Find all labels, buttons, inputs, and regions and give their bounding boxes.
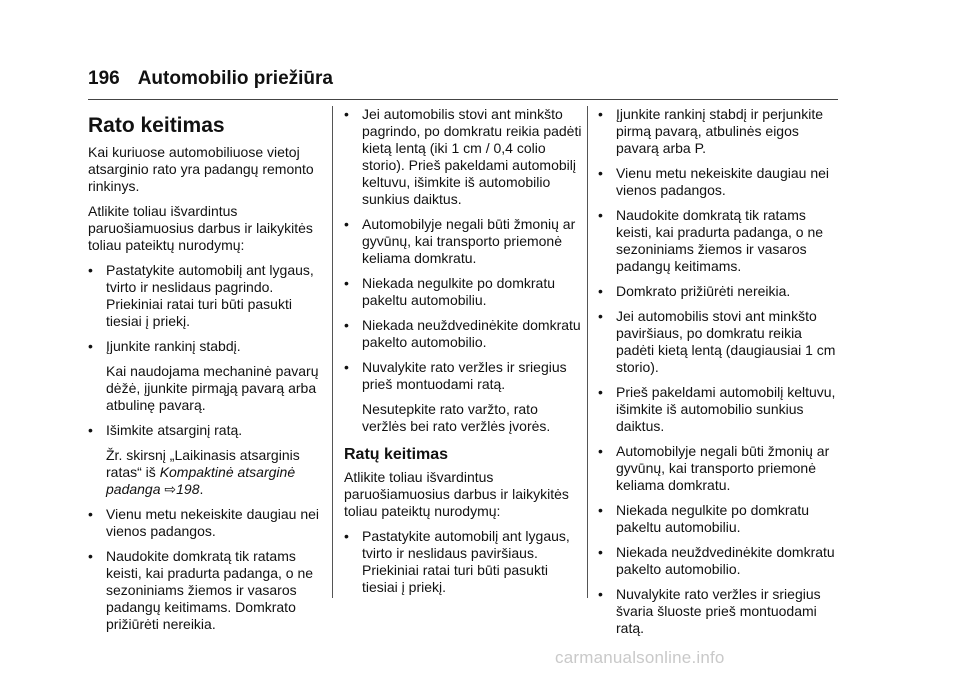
list-item: • Domkrato prižiūrėti nereikia.	[598, 283, 791, 299]
sub-paragraph: Nesutepkite rato varžto, rato veržlės bei rato veržlės įvorės.	[362, 401, 551, 434]
reference-link[interactable]: Kompaktinė atsarginė padanga	[106, 464, 296, 497]
bullet-icon: •	[598, 586, 603, 602]
list-item: • Niekada neuždvedinėkite domkratu pakelto automobilio.	[598, 544, 835, 577]
list-item: • Pastatykite automobilį ant lygaus, tvirto ir neslidaus paviršiaus. Priekiniai ratai turi būti pasukti tiesiai į priekį.	[344, 528, 570, 595]
list-item: • Naudokite domkratą tik ratams keisti, kai pradurta padanga, o ne sezoniniams žiemos ir vasaros padangų keitimams. Domkrato prižiūrėti nereikia.	[88, 548, 314, 632]
list-item: • Pastatykite automobilį ant lygaus, tvirto ir neslidaus pagrindo. Priekiniai ratai turi būti pasukti tiesiai į priekį.	[88, 262, 314, 329]
bullet-icon: •	[344, 317, 349, 333]
bullet-icon: •	[598, 106, 603, 122]
page-number: 196	[88, 68, 120, 89]
list-item: • Niekada negulkite po domkratu pakeltu automobiliu.	[344, 275, 556, 308]
list-item: • Prieš pakeldami automobilį keltuvu, išimkite iš automobilio sunkius daiktus.	[598, 384, 836, 434]
bullet-icon: •	[344, 359, 349, 375]
bullet-icon: •	[344, 216, 349, 232]
list-item: • Niekada negulkite po domkratu pakeltu automobiliu.	[598, 502, 810, 535]
list-item: • Naudokite domkratą tik ratams keisti, kai pradurta padanga, o ne sezoniniams žiemos ir vasaros padangų keitimams.	[598, 207, 824, 274]
watermark: carmanualsonline.info	[555, 648, 725, 667]
section-title: Automobilio priežiūra	[137, 68, 333, 89]
bullet-icon: •	[88, 506, 93, 522]
page-header	[88, 68, 333, 90]
list-item: • Jei automobilis stovi ant minkšto pagrindo, po domkratu reikia padėti kietą lentą (iki 1 cm / 0,4 colio storio). Prieš pakeldami automobilį keltuvu, išimkite iš automobilio sunkius daiktus.	[344, 106, 582, 207]
list-item: • Vienu metu nekeiskite daugiau nei vienos padangos.	[598, 165, 830, 198]
bullet-icon: •	[598, 502, 603, 518]
paragraph: Atlikite toliau išvardintus paruošiamuosius darbus ir laikykitės toliau pateiktų nurodymų:	[344, 469, 569, 519]
bullet-icon: •	[598, 443, 603, 459]
bullet-icon: •	[598, 308, 603, 324]
bullet-icon: •	[344, 106, 349, 122]
cross-reference: Žr. skirsnį „Laikinasis atsarginis ratas“ iš Kompaktinė atsarginė padanga ⇨198.	[106, 447, 300, 497]
list-item: • Įjunkite rankinį stabdį.	[88, 338, 241, 354]
heading-wheels-change: Ratų keitimas	[344, 446, 449, 463]
list-item: • Automobilyje negali būti žmonių ar gyvūnų, kai transporto priemonė keliama domkratu.	[344, 216, 576, 266]
bullet-icon: •	[88, 422, 93, 438]
column-divider	[587, 106, 588, 598]
list-item: • Jei automobilis stovi ant minkšto paviršiaus, po domkratu reikia padėti kietą lentą (daugiausiai 1 cm storio).	[598, 308, 836, 375]
list-item: • Nuvalykite rato veržles ir sriegius švaria šluoste prieš montuodami ratą.	[598, 586, 821, 636]
bullet-icon: •	[598, 207, 603, 223]
list-item: • Automobilyje negali būti žmonių ar gyvūnų, kai transporto priemonė keliama domkratu.	[598, 443, 830, 493]
paragraph: Kai kuriuose automobiliuose vietoj atsarginio rato yra padangų remonto rinkinys.	[88, 144, 314, 194]
bullet-icon: •	[344, 275, 349, 291]
column-3	[598, 106, 838, 645]
list-item: • Įjunkite rankinį stabdį ir perjunkite pirmą pavarą, atbulinės eigos pavarą arba P.	[598, 106, 823, 156]
list-item: • Išimkite atsarginį ratą.	[88, 422, 243, 438]
bullet-icon: •	[598, 384, 603, 400]
arrow-right-icon: ⇨	[164, 481, 177, 497]
bullet-icon: •	[598, 165, 603, 181]
bullet-icon: •	[598, 283, 603, 299]
list-item: • Nuvalykite rato veržles ir sriegius prieš montuodami ratą.	[344, 359, 567, 392]
bullet-icon: •	[88, 338, 93, 354]
sub-paragraph: Kai naudojama mechaninė pavarų dėžė, įjunkite pirmąją pavarą arba atbulinę pavarą.	[106, 363, 319, 413]
column-divider	[332, 106, 333, 598]
header-rule	[88, 99, 838, 100]
reference-page[interactable]: 198	[176, 481, 200, 497]
column-1	[88, 106, 324, 641]
bullet-icon: •	[598, 544, 603, 560]
bullet-icon: •	[88, 548, 93, 564]
list-item: • Vienu metu nekeiskite daugiau nei vienos padangos.	[88, 506, 320, 539]
heading-wheel-change: Rato keitimas	[88, 114, 225, 137]
bullet-icon: •	[344, 528, 349, 544]
list-item: • Niekada neuždvedinėkite domkratu pakelto automobilio.	[344, 317, 581, 350]
paragraph: Atlikite toliau išvardintus paruošiamuosius darbus ir laikykitės toliau pateiktų nurodymų:	[88, 203, 313, 253]
column-2	[344, 106, 582, 604]
bullet-icon: •	[88, 262, 93, 278]
